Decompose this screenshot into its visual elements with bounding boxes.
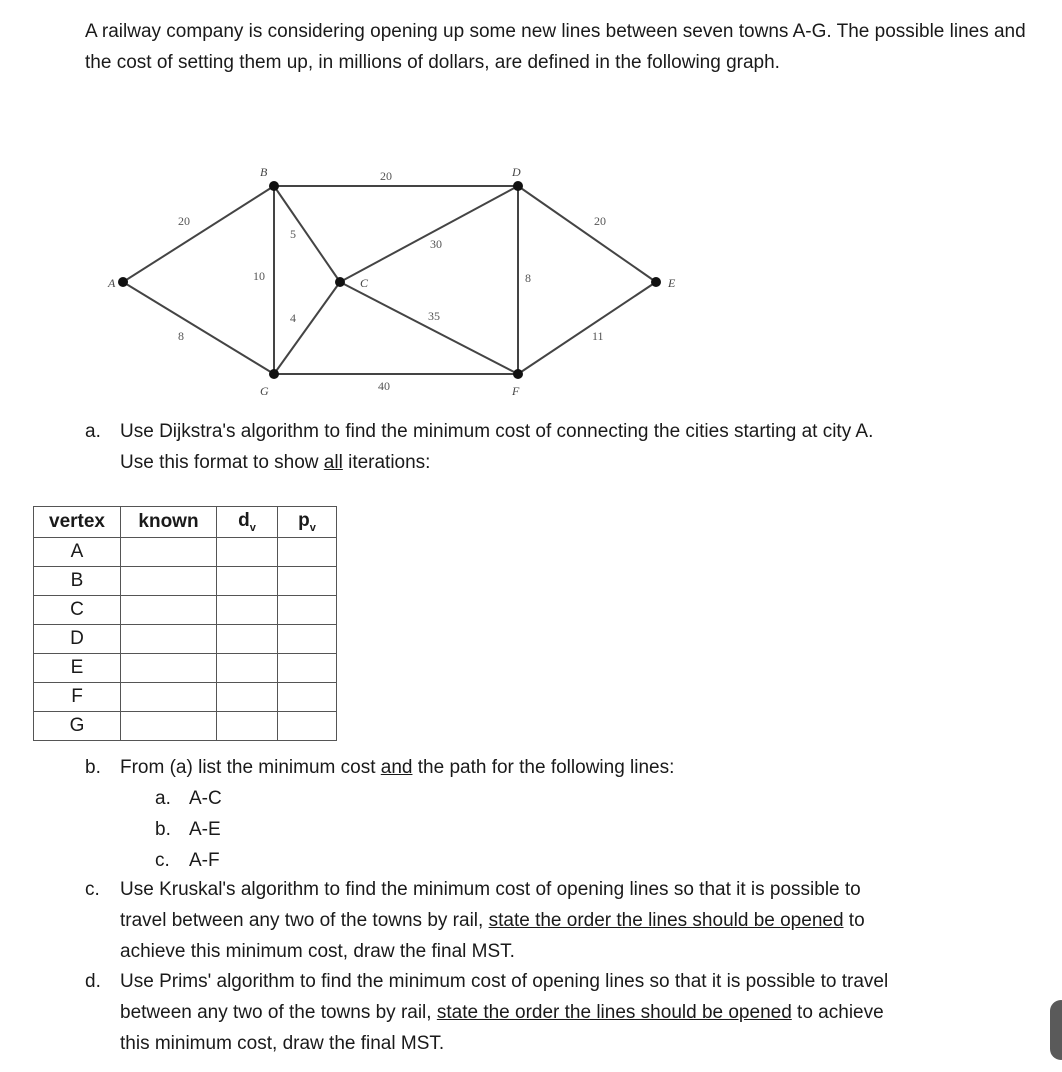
header-dv: $d_v$ <box>217 507 278 538</box>
node-D <box>513 181 523 191</box>
edge-D-E <box>518 186 656 282</box>
table-row: C <box>34 596 337 625</box>
question-a-line2: Use this format to show all iterations: <box>120 452 431 473</box>
list-item-text: A-E <box>189 819 221 840</box>
node-G <box>269 369 279 379</box>
edge-weight: 8 <box>178 329 184 343</box>
node-C <box>335 277 345 287</box>
table-row: F <box>34 683 337 712</box>
header-vertex: vertex <box>34 507 121 538</box>
node-label: A <box>108 276 116 290</box>
intro-paragraph: A railway company is considering opening up some new lines between seven towns A-G. The possible lines and the cost of setting them up, in millions of dollars, are defined in the following graph. <box>85 21 1026 73</box>
edge-weight: 10 <box>253 269 265 283</box>
edge-A-B <box>123 186 274 282</box>
edge-weight: 20 <box>178 214 190 228</box>
node-label: C <box>360 276 369 290</box>
header-known: known <box>121 507 217 538</box>
list-item: b. <box>155 819 171 840</box>
edge-weight: 30 <box>430 237 442 251</box>
question-d: d. Use Prims' algorithm to find the minimum cost of opening lines so that it is possible to travel between any two of the towns by rail, state the order the lines should be opened to achieve this minimum cost, draw the final MST. <box>85 971 889 1054</box>
header-pv: $p_v$ <box>278 507 337 538</box>
edge-weight: 11 <box>592 329 604 343</box>
node-F <box>513 369 523 379</box>
node-label: B <box>260 165 268 179</box>
edge-weight: 5 <box>290 227 296 241</box>
question-a-line1: Use Dijkstra's algorithm to find the minimum cost of connecting the cities starting at city A. <box>120 421 874 442</box>
scroll-handle[interactable] <box>1050 1000 1062 1060</box>
list-item-text: A-F <box>189 850 220 871</box>
question-c: c. Use Kruskal's algorithm to find the minimum cost of opening lines so that it is possible to travel between any two of the towns by rail, state the order the lines should be opened to achieve this minimum cost, draw the final MST. <box>85 879 865 962</box>
edge-B-C <box>274 186 340 282</box>
table-row: E <box>34 654 337 683</box>
edge-F-E <box>518 282 656 374</box>
edge-C-D <box>340 186 518 282</box>
list-item: a. <box>155 788 171 809</box>
node-label: F <box>512 384 520 398</box>
node-E <box>651 277 661 287</box>
question-a: a. Use Dijkstra's algorithm to find the minimum cost of connecting the cities starting at city A. Use this format to show all iterations: <box>85 416 1045 478</box>
list-item-text: A-C <box>189 788 222 809</box>
edge-C-F <box>340 282 518 374</box>
table-row: D <box>34 625 337 654</box>
node-label: D <box>512 165 521 179</box>
node-label: G <box>260 384 269 398</box>
table-header-row <box>34 507 337 538</box>
edge-weight: 20 <box>380 169 392 183</box>
edge-weight: 35 <box>428 309 440 323</box>
edge-weight: 8 <box>525 271 531 285</box>
edge-G-C <box>274 282 340 374</box>
table-row: A <box>34 538 337 567</box>
edge-A-G <box>123 282 274 374</box>
edge-weight: 40 <box>378 379 390 393</box>
question-b: b. From (a) list the minimum cost and the path for the following lines: a. A-C b. A-E c. A-F <box>85 752 1045 876</box>
edge-weight: 20 <box>594 214 606 228</box>
node-B <box>269 181 279 191</box>
table-row: B <box>34 567 337 596</box>
railway-graph <box>0 0 1062 420</box>
node-A <box>118 277 128 287</box>
dijkstra-table <box>33 506 337 741</box>
edge-weight: 4 <box>290 311 296 325</box>
list-item: c. <box>155 850 170 871</box>
node-label: E <box>668 276 676 290</box>
table-row: G <box>34 712 337 741</box>
